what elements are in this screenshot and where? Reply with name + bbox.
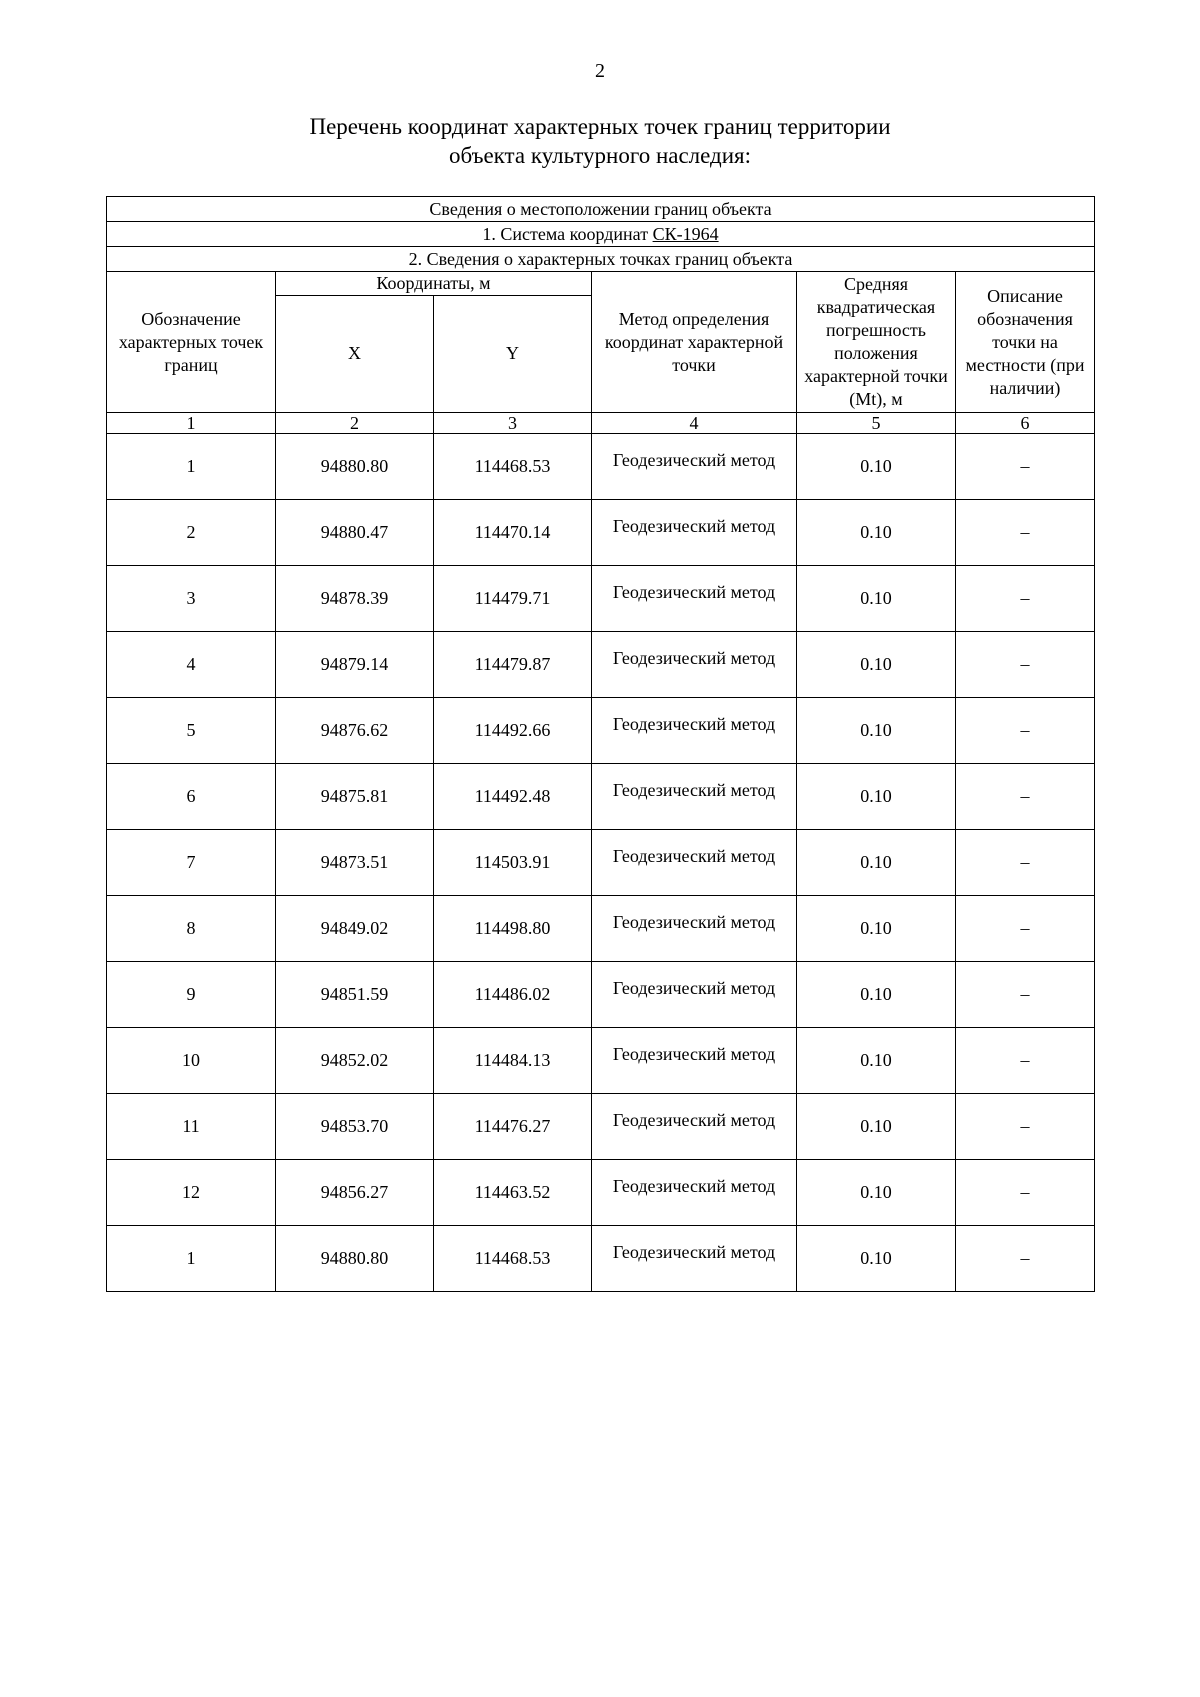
- y-coordinate-cell: 114463.52: [434, 1160, 592, 1226]
- description-cell: –: [956, 764, 1095, 830]
- page-number: 2: [595, 60, 605, 82]
- method-text: Геодезический метод: [612, 1176, 776, 1196]
- method-cell: [592, 896, 797, 962]
- method-cell: [592, 830, 797, 896]
- method-text: Геодезический метод: [612, 516, 776, 536]
- x-coordinate-cell: 94849.02: [276, 896, 434, 962]
- method-cell: [592, 764, 797, 830]
- description-cell: –: [956, 1094, 1095, 1160]
- method-cell: [592, 500, 797, 566]
- point-cell: 10: [107, 1028, 276, 1094]
- method-cell: [592, 632, 797, 698]
- y-coordinate-cell: 114498.80: [434, 896, 592, 962]
- x-coordinate-cell: 94880.47: [276, 500, 434, 566]
- method-text: Геодезический метод: [612, 1044, 776, 1064]
- method-text: Геодезический метод: [612, 582, 776, 602]
- x-coordinate-cell: 94856.27: [276, 1160, 434, 1226]
- y-coordinate-cell: 114470.14: [434, 500, 592, 566]
- coordinate-system-label: 1. Система координат: [482, 223, 653, 244]
- coordinate-system-value: СК-1964: [652, 223, 719, 244]
- point-cell: 5: [107, 698, 276, 764]
- table-row: [107, 1160, 1095, 1226]
- y-coordinate-cell: 114468.53: [434, 1226, 592, 1292]
- x-coordinate-cell: 94873.51: [276, 830, 434, 896]
- table-row: [107, 1094, 1095, 1160]
- points-section-header: 2. Сведения о характерных точках границ объекта: [107, 247, 1095, 272]
- point-cell: 4: [107, 632, 276, 698]
- point-cell: 1: [107, 1226, 276, 1292]
- column-number: 3: [434, 413, 592, 434]
- method-text: Геодезический метод: [612, 1242, 776, 1262]
- error-cell: 0.10: [797, 632, 956, 698]
- table-row: [107, 434, 1095, 500]
- method-text: Геодезический метод: [612, 450, 776, 470]
- point-cell: 9: [107, 962, 276, 1028]
- table-row: [107, 566, 1095, 632]
- table-row: [107, 698, 1095, 764]
- x-coordinate-cell: 94852.02: [276, 1028, 434, 1094]
- point-cell: 3: [107, 566, 276, 632]
- method-cell: [592, 1028, 797, 1094]
- method-cell: [592, 1226, 797, 1292]
- description-cell: –: [956, 962, 1095, 1028]
- table-row: [107, 962, 1095, 1028]
- title-line-2: объекта культурного наследия:: [448, 143, 752, 168]
- table-row: [107, 1226, 1095, 1292]
- table-row: [107, 1028, 1095, 1094]
- description-cell: –: [956, 830, 1095, 896]
- header-description: Описание обозначения точки на местности (при наличии): [956, 272, 1095, 413]
- error-cell: 0.10: [797, 896, 956, 962]
- document-title: [0, 112, 1200, 170]
- error-cell: 0.10: [797, 1094, 956, 1160]
- coordinates-table: [106, 196, 1095, 1292]
- column-number: 1: [107, 413, 276, 434]
- point-cell: 8: [107, 896, 276, 962]
- error-cell: 0.10: [797, 830, 956, 896]
- column-number: 6: [956, 413, 1095, 434]
- error-cell: 0.10: [797, 434, 956, 500]
- y-coordinate-cell: 114479.71: [434, 566, 592, 632]
- coordinate-system: [107, 222, 1095, 247]
- header-error: Средняя квадратическая погрешность положения характерной точки (Mt), м: [797, 272, 956, 413]
- description-cell: –: [956, 500, 1095, 566]
- error-cell: 0.10: [797, 566, 956, 632]
- table-row: [107, 500, 1095, 566]
- header-x: X: [276, 295, 434, 412]
- y-coordinate-cell: 114484.13: [434, 1028, 592, 1094]
- description-cell: –: [956, 1226, 1095, 1292]
- title-line-1: Перечень координат характерных точек границ территории: [309, 114, 891, 139]
- error-cell: 0.10: [797, 1028, 956, 1094]
- description-cell: –: [956, 632, 1095, 698]
- error-cell: 0.10: [797, 962, 956, 1028]
- section-header: Сведения о местоположении границ объекта: [107, 197, 1095, 222]
- method-text: Геодезический метод: [612, 978, 776, 998]
- y-coordinate-cell: 114492.48: [434, 764, 592, 830]
- point-cell: 7: [107, 830, 276, 896]
- y-coordinate-cell: 114486.02: [434, 962, 592, 1028]
- description-cell: –: [956, 566, 1095, 632]
- table-row: [107, 830, 1095, 896]
- x-coordinate-cell: 94879.14: [276, 632, 434, 698]
- point-cell: 11: [107, 1094, 276, 1160]
- x-coordinate-cell: 94851.59: [276, 962, 434, 1028]
- error-cell: 0.10: [797, 500, 956, 566]
- table-row: [107, 632, 1095, 698]
- error-cell: 0.10: [797, 764, 956, 830]
- point-cell: 6: [107, 764, 276, 830]
- x-coordinate-cell: 94880.80: [276, 1226, 434, 1292]
- y-coordinate-cell: 114479.87: [434, 632, 592, 698]
- table-row: [107, 764, 1095, 830]
- method-cell: [592, 1160, 797, 1226]
- error-cell: 0.10: [797, 698, 956, 764]
- x-coordinate-cell: 94853.70: [276, 1094, 434, 1160]
- column-number: 5: [797, 413, 956, 434]
- method-cell: [592, 1094, 797, 1160]
- method-text: Геодезический метод: [612, 846, 776, 866]
- method-cell: [592, 962, 797, 1028]
- x-coordinate-cell: 94880.80: [276, 434, 434, 500]
- description-cell: –: [956, 1160, 1095, 1226]
- table-row: [107, 896, 1095, 962]
- description-cell: –: [956, 1028, 1095, 1094]
- column-number: 4: [592, 413, 797, 434]
- y-coordinate-cell: 114468.53: [434, 434, 592, 500]
- x-coordinate-cell: 94875.81: [276, 764, 434, 830]
- method-text: Геодезический метод: [612, 714, 776, 734]
- method-cell: [592, 434, 797, 500]
- x-coordinate-cell: 94878.39: [276, 566, 434, 632]
- method-cell: [592, 566, 797, 632]
- description-cell: –: [956, 698, 1095, 764]
- method-cell: [592, 698, 797, 764]
- method-text: Геодезический метод: [612, 1110, 776, 1130]
- x-coordinate-cell: 94876.62: [276, 698, 434, 764]
- description-cell: –: [956, 896, 1095, 962]
- y-coordinate-cell: 114503.91: [434, 830, 592, 896]
- header-coordinates: Координаты, м: [276, 272, 592, 296]
- method-text: Геодезический метод: [612, 780, 776, 800]
- point-cell: 12: [107, 1160, 276, 1226]
- description-cell: –: [956, 434, 1095, 500]
- header-method: Метод определения координат характерной точки: [592, 272, 797, 413]
- header-y: Y: [434, 295, 592, 412]
- point-cell: 2: [107, 500, 276, 566]
- header-designation: Обозначение характерных точек границ: [107, 272, 276, 413]
- method-text: Геодезический метод: [612, 912, 776, 932]
- method-text: Геодезический метод: [612, 648, 776, 668]
- y-coordinate-cell: 114476.27: [434, 1094, 592, 1160]
- error-cell: 0.10: [797, 1160, 956, 1226]
- error-cell: 0.10: [797, 1226, 956, 1292]
- column-number: 2: [276, 413, 434, 434]
- y-coordinate-cell: 114492.66: [434, 698, 592, 764]
- point-cell: 1: [107, 434, 276, 500]
